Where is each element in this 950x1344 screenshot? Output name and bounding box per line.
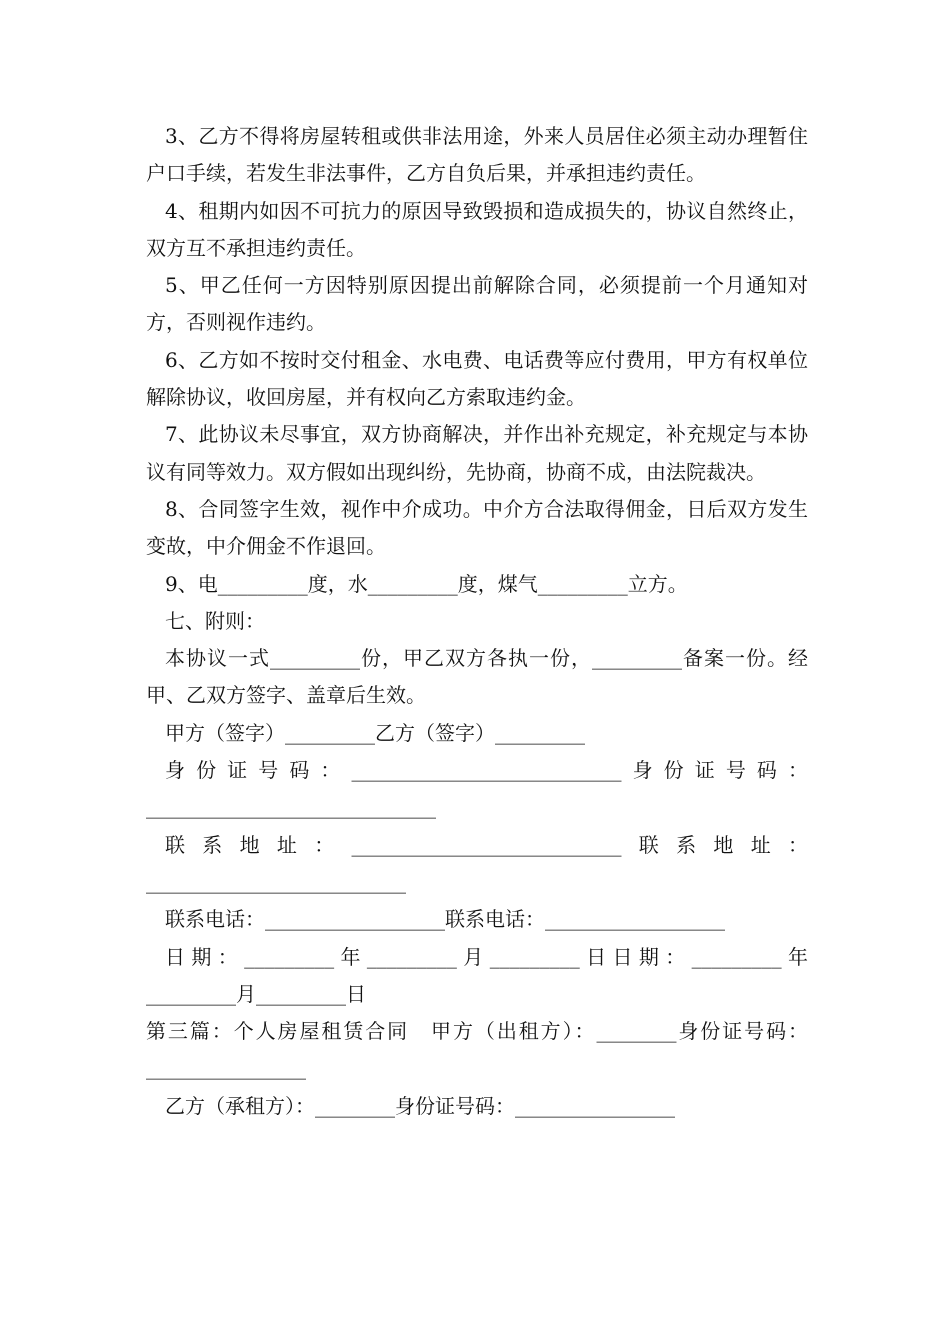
clause-3: 3、乙方不得将房屋转租或供非法用途，外来人员居住必须主动办理暂住户口手续，若发生非法事件，乙方自负后果，并承担违约责任。	[146, 124, 808, 186]
phone-line: 联系电话：__________________联系电话：__________________	[165, 907, 725, 932]
clause-4: 4、租期内如因不可抗力的原因导致毁损和造成损失的，协议自然终止，双方互不承担违约责任。	[146, 198, 808, 260]
id-number-line: 身份证号码：___________________________身份证号码：_____________________________	[146, 758, 808, 820]
tenant-line: 乙方（承租方）：________身份证号码：________________	[165, 1093, 675, 1118]
clause-5: 5、甲乙任何一方因特别原因提出前解除合同，必须提前一个月通知对方，否则视作违约。	[146, 273, 808, 335]
part-three-heading: 第三篇：个人房屋租赁合同 甲方（出租方）：________身份证号码：________________	[146, 1019, 808, 1081]
address-line: 联系地址：___________________________联系地址：__________________________	[146, 832, 808, 894]
clause-6: 6、乙方如不按时交付租金、水电费、电话费等应付费用，甲方有权单位解除协议，收回房屋，并有权向乙方索取违约金。	[146, 347, 808, 410]
appendix-text: 本协议一式_________份，甲乙双方各执一份，_________备案一份。经甲、乙双方签字、盖章后生效。	[146, 646, 808, 708]
section-heading-appendix: 七、附则：	[165, 608, 265, 633]
date-line: 日期：_________年_________月_________日日期：_________年_________月_________日	[146, 944, 808, 1006]
signature-line: 甲方（签字）_________乙方（签字）_________	[165, 720, 585, 745]
clause-9-utilities: 9、电_________度，水_________度，煤气_________立方。	[165, 571, 688, 596]
clause-7: 7、此协议未尽事宜，双方协商解决，并作出补充规定，补充规定与本协议有同等效力。双方假如出现纠纷，先协商，协商不成，由法院裁决。	[146, 422, 808, 484]
clause-8: 8、合同签字生效，视作中介成功。中介方合法取得佣金，日后双方发生变故，中介佣金不作退回。	[146, 496, 808, 559]
document-body	[146, 118, 808, 1125]
